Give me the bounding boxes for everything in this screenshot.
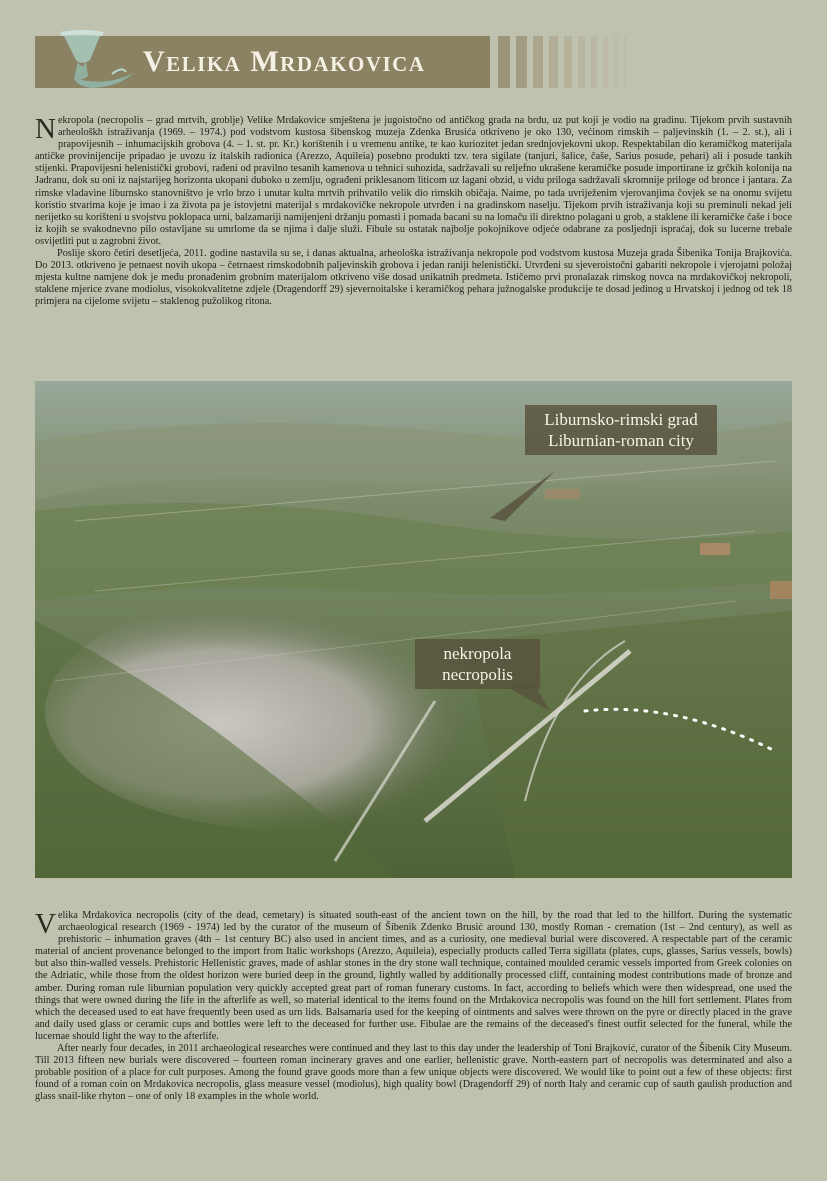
aerial-photo-image	[35, 381, 792, 878]
english-dropcap: V	[35, 908, 56, 940]
necropolis-label	[415, 639, 540, 689]
english-paragraph-1	[35, 910, 792, 1043]
english-paragraph-1-text: elika Mrdakovica necropolis (city of the dead, cemetary) is situated south-east of the ancient town on the hill, by the road that led to the hillfort. During the systematic archaeological research (1969 - 1974) led by the curator of the museum of Šibenik Zdenko Brusić around 130, mostly Roman - cremation (1st – 2nd century), as well as prehistoric – inhumation graves (4th – 1st century BC) also used in ancient times, and as a curiosity, one medieval burial were discovered. A respectable part of the ceramic material of ancient provenance belonged to the import from Italic workshops (Arezzo, Aquileia), especially products called Terra sigillata (plates, cups, glasses, Sarius vessels, bowls) but also thin-walled vessels. Prehistoric Hellenistic graves, made of ashlar stones in the dry stone wall technique, contained moulded ceramic vessels imported from Greek colonies on the Adriatic, while those from the oldest horizon were buried deep in the ground, lightly walled by additionally processed cliff, containing modest contributions made of bronze and amber. During roman rule liburnian population very quickly accepted great part of roman funerary customs. In fact, according to beliefs which were then widespread, one used the things that were owned during the life in the afterlife as well, so material identical to the items found on the Mrdakovica necropolis was found on the hill fort settlement. Plates from which the deceased used to eat have frequently been used as urn lids. Balsamaria used for the keeping of ointments and salves were thrown on the pyre or directly placed in the grave and daily used glass or ceramic cups and bottles were left to the deceased for further use. Fibulae are the remains of the deceased's finest outfit selected for the funeral, while the lucernae should light the way to the afterlife.	[35, 910, 792, 1042]
city-label-hr: Liburnsko-rimski grad	[544, 410, 698, 429]
croatian-paragraph-1-text: ekropola (necropolis – grad mrtvih, groblje) Velike Mrdakovice smještena je jugoistočno od antičkog grada na brdu, uz put koji je vodio na gradinu. Tijekom prvih sustavnih arheološkh istraživanja (1969. – 1974.) pod vodstvom kustosa šibenskog muzeja Zdenka Brusića otkriveno je oko 130, većinom rimskih – paljevinskih (1. – 2. st.), ali i prapovijesnih – inhumacijskih grobova (4. – 1. st. pr. Kr.) korištenih i u vremenu antike, te kao kuriozitet jedan srednjovjekovni ukop. Respektabilan dio keramičkog materijala antičke provinijencije pripadao je uvozu iz italskih radionica (Arezzo, Aquileia) posebno produkti tzv. tera sigilate (tanjuri, šalice, čaše, Sarius posude, pehari) ali i posude tankih stijenki. Prapovijesni helenistički grobovi, rađeni od pravilno tesanih kamenova u tehnici suhozida, sadržavali su reljefno ukrašene keramičke posude importirane iz grčkih kolonija na Jadranu, dok su oni iz najstarijeg horizonta ukopani duboko u zemlju, ograđeni priklesanom liticom uz lagani obzid, u vidu priloga sadržavali skromnije priloge od bronce i jantara. Za rimske vladavine liburnsko stanovništvo je vrlo brzo i unutar kulta mrtvih prihvatilo velik dio rimskih običaja. Naime, po tada uvriježenim vjerovanjima čovjek se na onomu svijetu koristio stvarima koje je imao i za života pa je istovjetni materijal s mrdakovičke nekropole utvrđen i na gradinskom naselju. Tijekom prvih istraživanja koji su preminuli nekad jeli nerijetko su korišteni u svojstvu poklopaca urni, balzamariji namijenjeni držanju pomasti i pomada bacani su na lomaču ili direktno polagani u grob, a staklene ili keramičke čaše i boce iz kojih se svakodnevno pilo ostavljane su umrlome da se njima i dalje služi. Fibule su ostatak najbolje pokojnikove odjeće odabrane za posljednji ispraćaj, dok su lucerne trebale osvijetliti put u zagrobni život.	[35, 115, 792, 247]
aerial-photo	[35, 381, 792, 878]
necropolis-label-en: necropolis	[442, 665, 513, 684]
page-title: Velika Mrdakovica	[143, 45, 426, 78]
croatian-text	[35, 115, 792, 360]
croatian-dropcap: N	[35, 113, 56, 145]
english-text	[35, 910, 792, 1175]
croatian-paragraph-1	[35, 115, 792, 248]
necropolis-label-hr: nekropola	[443, 644, 512, 663]
header-stripes	[498, 36, 798, 88]
city-label-en: Liburnian-roman city	[548, 431, 694, 450]
english-paragraph-2: After nearly four decades, in 2011 archaeological researches were continued and they last to this day under the leadership of Toni Brajković, curator of the Šibenik City Museum. Till 2013 fifteen new burials were discovered – fourteen roman incinerary graves and one earlier, hellenistic grave. North-eastern part of necropolis was determinated and also a probable position of a place for cult purposes. Among the found grave goods more than a few unique objects were discovered. We would like to point out a few of these objects: first found of a roman coin on Mrdakovica necropolis, glass measure vessel (modiolus), high quality bowl (Dragendorff 29) of north Italy and ceramic cup of sauth gaulish production and glass snail-like rhyton – one of only 18 examples in the whole world.	[35, 1043, 792, 1103]
city-label	[525, 405, 717, 455]
croatian-paragraph-2: Poslije skoro četiri desetljeća, 2011. godine nastavila su se, i danas aktualna, arheološka istraživanja nekropole pod vodstvom kustosa Muzeja grada Šibenika Tonija Brajkovića. Do 2013. otkriveno je petnaest novih ukopa – četrnaest rimskodobnih paljevinskih grobova i jedan raniji helenistički. Utvrđeni su sjeveroistočni gabariti nekropole i vjerojatni položaj mjesta kultne namjene dok je među pronađenim grobnim materijalom otkriveno više dosad unikatnih predmeta. Ističemo prvi pronalazak rimskog novca na mrdakovičkoj nekropoli, staklene mjerice zvane modiolus, visokokvalitetne zdjele (Dragendorff 29) sjevernoitalske i keramičkog pehara južnogalske produkcije te dosad jedinog u Hrvatskoj i jednog od tek 18 primjera na cijelome svijetu – staklenog pužolikog ritona.	[35, 248, 792, 308]
glass-rhyton-icon	[52, 26, 138, 94]
